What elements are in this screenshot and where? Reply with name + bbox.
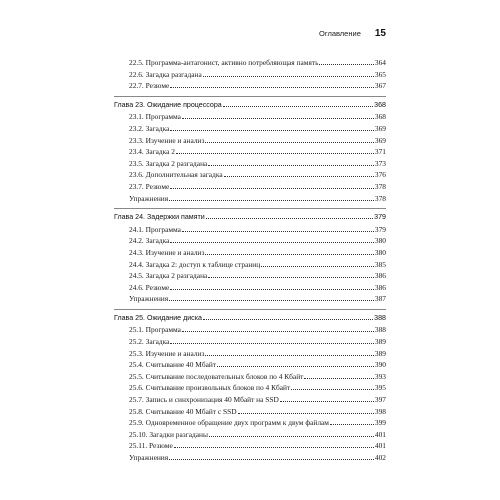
toc-entry: 24.1. Программа 379: [129, 224, 386, 234]
toc-entry: 23.7. Резюме 378: [129, 181, 386, 191]
toc-entry: 23.6. Дополнительная загадка 376: [129, 170, 386, 180]
divider: [114, 208, 386, 209]
toc-group-24: [114, 224, 386, 305]
toc-entry: 23.2. Загадка 369: [129, 123, 386, 133]
toc-entry: 23.5. Загадка 2 разгадана 373: [129, 158, 386, 168]
divider: [114, 96, 386, 97]
toc-group-25: [114, 324, 386, 463]
toc-entry: 25.10. Загадки разгаданы 401: [129, 429, 386, 439]
toc-entry: Упражнения 387: [129, 294, 386, 304]
toc-entry: 23.4. Загадка 2 371: [129, 147, 386, 157]
toc-chapter-24: Глава 24. Задержки памяти 379: [114, 213, 386, 222]
toc-entry: 24.5. Загадка 2 разгадана 386: [129, 271, 386, 281]
toc-chapter-25: Глава 25. Ожидание диска 388: [114, 313, 386, 322]
table-of-contents: [114, 57, 386, 464]
toc-entry: 25.9. Одновременное обращение двух программ к двум файлам 399: [129, 418, 386, 428]
toc-entry: 23.1. Программа 368: [129, 112, 386, 122]
toc-entry: 23.3. Изучение и анализ 369: [129, 135, 386, 145]
toc-entry: 25.8. Считывание 40 Мбайт с SSD 398: [129, 406, 386, 416]
toc-entry: 25.1. Программа 388: [129, 325, 386, 335]
toc-entry: 25.11. Резюме 401: [129, 441, 386, 451]
toc-entry: Упражнения 402: [129, 453, 386, 462]
page-number: 15: [374, 28, 386, 39]
running-title: Оглавление: [319, 29, 361, 38]
toc-entry: 25.7. Запись и синхронизация 40 Мбайт на SSD 397: [129, 395, 386, 405]
toc-entry: 22.7. Резюме 367: [129, 81, 386, 91]
toc-entry: 24.4. Загадка 2: доступ к таблице страниц 385: [129, 259, 386, 269]
divider: [114, 309, 386, 310]
toc-entry: 24.2. Загадка 380: [129, 236, 386, 246]
toc-entry: 25.3. Изучение и анализ 389: [129, 348, 386, 358]
toc-entry: Упражнения 378: [129, 193, 386, 203]
toc-chapter-23: Глава 23. Ожидание процессора 368: [114, 100, 386, 109]
toc-entry: 24.3. Изучение и анализ 380: [129, 247, 386, 257]
running-head: [114, 28, 386, 42]
toc-entry: 22.5. Программа-антагонист, активно потребляющая память 364: [129, 58, 386, 67]
toc-group-22: [114, 57, 386, 92]
toc-entry: 25.2. Загадка 389: [129, 337, 386, 347]
toc-entry: 25.4. Считывание 40 Мбайт 390: [129, 360, 386, 370]
toc-entry: 24.6. Резюме 386: [129, 282, 386, 292]
toc-entry: 25.6. Считывание произвольных блоков по 4 Кбайт 395: [129, 383, 386, 393]
toc-entry: 22.6. Загадка разгадана 365: [129, 69, 386, 79]
toc-group-23: [114, 111, 386, 204]
toc-entry: 25.5. Считывание последовательных блоков по 4 Кбайт 393: [129, 371, 386, 381]
